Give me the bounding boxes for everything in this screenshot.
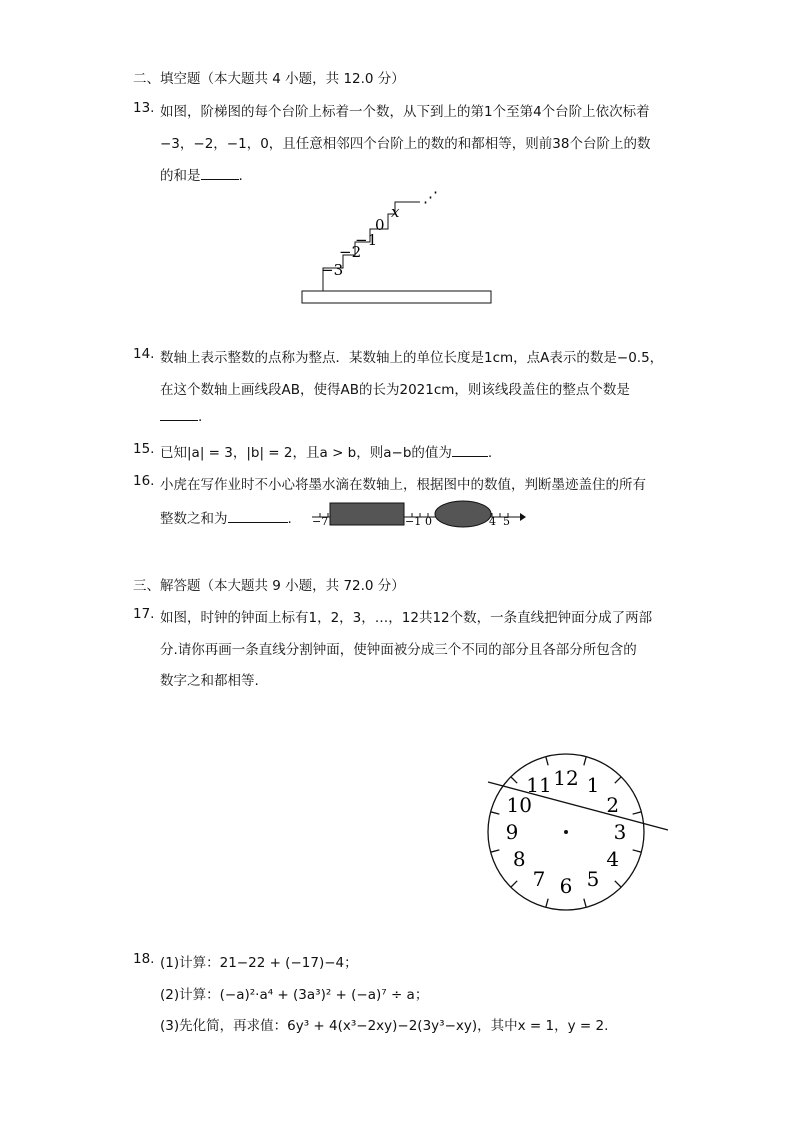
q17-number: 17. bbox=[133, 606, 155, 622]
q14-answer-blank[interactable] bbox=[160, 408, 198, 421]
q16-line2 bbox=[160, 507, 292, 527]
clock-tick bbox=[584, 899, 586, 908]
clock-tick bbox=[584, 757, 586, 766]
clock-number: 11 bbox=[526, 773, 552, 798]
clock-number: 7 bbox=[532, 866, 546, 891]
q14-number: 14. bbox=[133, 346, 155, 362]
q14-line3 bbox=[160, 408, 202, 425]
clock-center bbox=[564, 830, 568, 834]
clock-number: 12 bbox=[553, 766, 579, 790]
clock-tick bbox=[511, 881, 517, 887]
q17-line1: 如图，时钟的钟面上标有1，2，3，…，12共12个数，一条直线把钟面分成了两部 bbox=[160, 610, 653, 626]
step-label-1: −3 bbox=[321, 261, 344, 279]
staircase-figure bbox=[295, 185, 505, 310]
clock-figure bbox=[480, 748, 674, 918]
step-label-5: x bbox=[391, 203, 400, 221]
q16-number: 16. bbox=[133, 473, 155, 489]
ink-blot-ellipse bbox=[435, 501, 491, 527]
q18-part1: (1)计算：21−22 + (−17)−4； bbox=[160, 955, 358, 971]
q14-line1: 数轴上表示整数的点称为整点．某数轴上的单位长度是1cm，点A表示的数是−0.5， bbox=[160, 350, 664, 366]
clock-tick bbox=[491, 812, 500, 814]
q16-line2-end: . bbox=[287, 511, 292, 527]
clock-number: 6 bbox=[559, 874, 573, 898]
clock-tick bbox=[546, 899, 548, 908]
q18-part3: (3)先化简，再求值：6y³ + 4(x³−2xy)−2(3y³−xy)，其中x = 1，y = 2. bbox=[160, 1018, 609, 1034]
q13-line3-text: 的和是 bbox=[160, 168, 201, 184]
q13-line1: 如图，阶梯图的每个台阶上标着一个数，从下到上的第1个至第4个台阶上依次标着 bbox=[160, 104, 650, 120]
q16-line2-text: 整数之和为 bbox=[160, 511, 228, 527]
staircase-base bbox=[302, 291, 491, 303]
q18-number: 18. bbox=[133, 951, 155, 967]
clock-number: 3 bbox=[613, 820, 627, 844]
q13-number: 13. bbox=[133, 100, 155, 116]
q14-line3-end: . bbox=[198, 409, 203, 425]
q15-text: 已知|a| = 3，|b| = 2，且a > b，则a−b的值为 bbox=[160, 445, 452, 461]
axis-label-5: 5 bbox=[503, 515, 510, 528]
clock-number: 4 bbox=[606, 847, 620, 871]
q18-part2: (2)计算：(−a)²·a⁴ + (3a³)² + (−a)⁷ ÷ a； bbox=[160, 987, 429, 1003]
q14-line2: 在这个数轴上画线段AB，使得AB的长为2021cm，则该线段盖住的整点个数是 bbox=[160, 382, 630, 398]
clock-tick bbox=[511, 777, 517, 783]
axis-label-4: 4 bbox=[489, 515, 496, 528]
clock-tick bbox=[546, 757, 548, 766]
clock-tick bbox=[491, 850, 500, 852]
q17-line2: 分.请你再画一条直线分割钟面，使钟面被分成三个不同的部分且各部分所包含的 bbox=[160, 642, 637, 658]
q16-answer-blank[interactable] bbox=[228, 510, 288, 523]
q13-answer-blank[interactable] bbox=[201, 167, 239, 180]
q15-line bbox=[160, 441, 492, 461]
step-ellipsis: ⋰ bbox=[423, 188, 438, 206]
q17-line3: 数字之和都相等. bbox=[160, 673, 259, 689]
clock-tick bbox=[615, 777, 621, 783]
section-2-title: 二、填空题（本大题共 4 小题，共 12.0 分） bbox=[133, 71, 405, 87]
step-label-4: 0 bbox=[375, 216, 385, 234]
clock-number: 5 bbox=[586, 866, 600, 891]
clock-number: 10 bbox=[506, 793, 532, 817]
q15-number: 15. bbox=[133, 441, 155, 457]
axis-label-neg1: −1 bbox=[405, 515, 422, 528]
clock-tick bbox=[633, 812, 642, 814]
q13-line3 bbox=[160, 164, 243, 184]
q16-line1: 小虎在写作业时不小心将墨水滴在数轴上，根据图中的数值，判断墨迹盖住的所有 bbox=[160, 477, 646, 493]
axis-label-0: 0 bbox=[425, 515, 432, 528]
step-label-3: −1 bbox=[355, 231, 378, 249]
q15-end: . bbox=[487, 445, 493, 461]
clock-number: 2 bbox=[606, 793, 620, 817]
q15-answer-blank[interactable] bbox=[452, 444, 488, 457]
clock-tick bbox=[615, 881, 621, 887]
clock-number: 9 bbox=[505, 820, 519, 844]
axis-label-neg7: −7 bbox=[312, 515, 329, 528]
clock-number: 1 bbox=[586, 773, 600, 798]
q13-line3-end: . bbox=[238, 168, 243, 184]
q13-line2: −3，−2，−1，0，且任意相邻四个台阶上的数的和都相等，则前38个台阶上的数 bbox=[160, 136, 651, 152]
section-3-title: 三、解答题（本大题共 9 小题，共 72.0 分） bbox=[133, 578, 405, 594]
step-label-2: −2 bbox=[339, 243, 362, 261]
clock-number: 8 bbox=[512, 847, 526, 871]
axis-arrow bbox=[520, 513, 526, 521]
clock-tick bbox=[633, 850, 642, 852]
ink-number-line bbox=[308, 497, 528, 529]
ink-blot-rectangle bbox=[330, 503, 404, 525]
